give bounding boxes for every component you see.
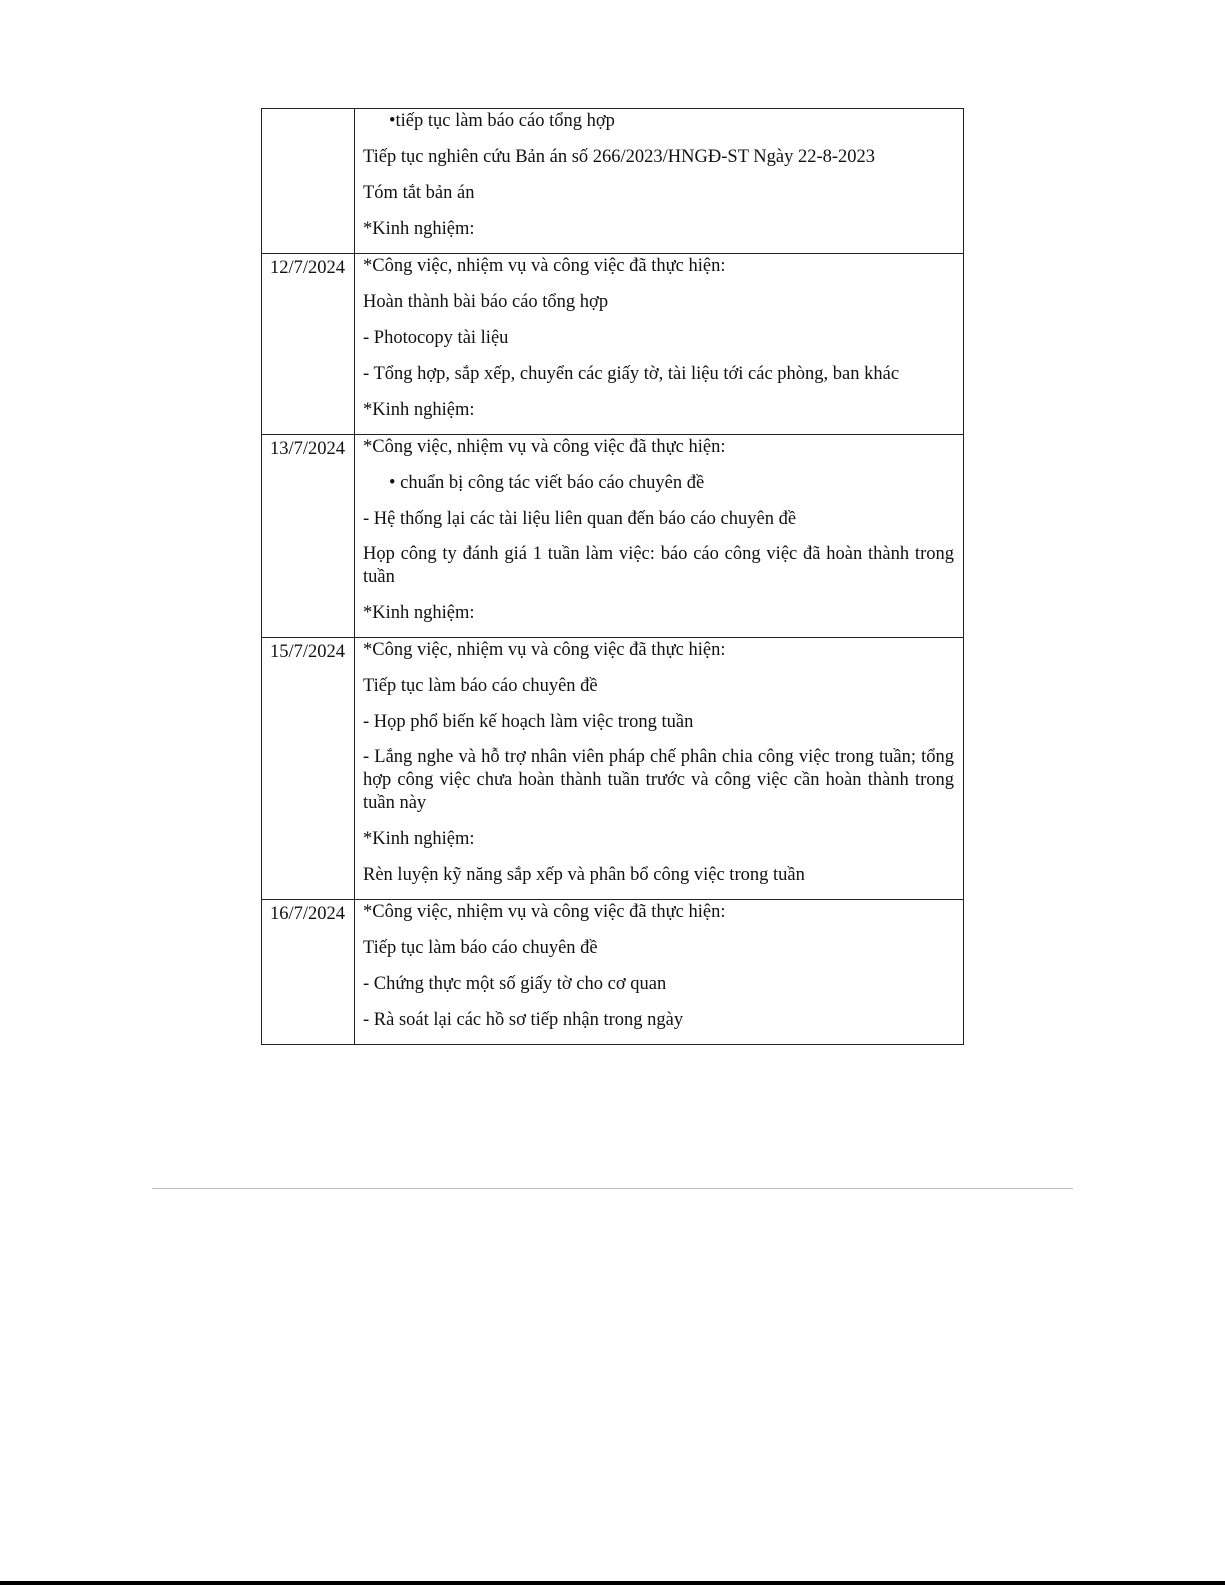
- list-item: *Công việc, nhiệm vụ và công việc đã thực hiện:: [363, 640, 726, 660]
- content-cell: [355, 900, 964, 1045]
- date-cell: 12/7/2024: [262, 254, 355, 435]
- date-cell: 13/7/2024: [262, 435, 355, 638]
- list-item: *Kinh nghiệm:: [363, 829, 475, 849]
- list-item: Hoàn thành bài báo cáo tổng hợp: [363, 292, 609, 312]
- table-row: [262, 900, 964, 1045]
- list-item: *Công việc, nhiệm vụ và công việc đã thực hiện:: [363, 437, 726, 457]
- content-cell: [355, 638, 964, 900]
- list-item: •tiếp tục làm báo cáo tổng hợp: [389, 111, 615, 131]
- content-cell: [355, 435, 964, 638]
- list-item: Tiếp tục nghiên cứu Bản án số 266/2023/HNGĐ-ST Ngày 22-8-2023: [363, 147, 876, 167]
- list-item: Tiếp tục làm báo cáo chuyên đề: [363, 938, 598, 958]
- date-cell: [262, 109, 355, 254]
- content-cell: [355, 254, 964, 435]
- list-item: - Tổng hợp, sắp xếp, chuyển các giấy tờ, tài liệu tới các phòng, ban khác: [363, 364, 900, 384]
- list-item: Tiếp tục làm báo cáo chuyên đề: [363, 676, 598, 696]
- list-item: - Hệ thống lại các tài liệu liên quan đến báo cáo chuyên đề: [363, 509, 797, 529]
- list-item: Tóm tắt bản án: [363, 183, 475, 203]
- list-item: - Chứng thực một số giấy tờ cho cơ quan: [363, 974, 667, 994]
- table-row: [262, 435, 964, 638]
- table-row: [262, 109, 964, 254]
- page-bottom-edge: [0, 1581, 1225, 1585]
- list-item: *Công việc, nhiệm vụ và công việc đã thực hiện:: [363, 902, 726, 922]
- list-item: *Kinh nghiệm:: [363, 219, 475, 239]
- list-item: *Công việc, nhiệm vụ và công việc đã thực hiện:: [363, 256, 726, 276]
- table-row: [262, 254, 964, 435]
- page-divider: [152, 1188, 1073, 1189]
- list-item: - Rà soát lại các hồ sơ tiếp nhận trong ngày: [363, 1010, 684, 1030]
- list-item: *Kinh nghiệm:: [363, 400, 475, 420]
- date-cell: 15/7/2024: [262, 638, 355, 900]
- list-item: • chuẩn bị công tác viết báo cáo chuyên đề: [389, 473, 705, 493]
- list-item: - Họp phổ biến kế hoạch làm việc trong tuần: [363, 712, 694, 732]
- list-item: - Lắng nghe và hỗ trợ nhân viên pháp chế phân chia công việc trong tuần; tổng hợp công việc chưa hoàn thành tuần trước và công việc cần hoàn thành trong tuần này: [363, 747, 954, 813]
- list-item: Rèn luyện kỹ năng sắp xếp và phân bổ công việc trong tuần: [363, 865, 805, 885]
- table-row: [262, 638, 964, 900]
- date-cell: 16/7/2024: [262, 900, 355, 1045]
- list-item: - Photocopy tài liệu: [363, 328, 509, 348]
- list-item: *Kinh nghiệm:: [363, 603, 475, 623]
- work-log-table: [261, 108, 964, 1045]
- content-cell: [355, 109, 964, 254]
- list-item: Họp công ty đánh giá 1 tuần làm việc: báo cáo công việc đã hoàn thành trong tuần: [363, 544, 954, 587]
